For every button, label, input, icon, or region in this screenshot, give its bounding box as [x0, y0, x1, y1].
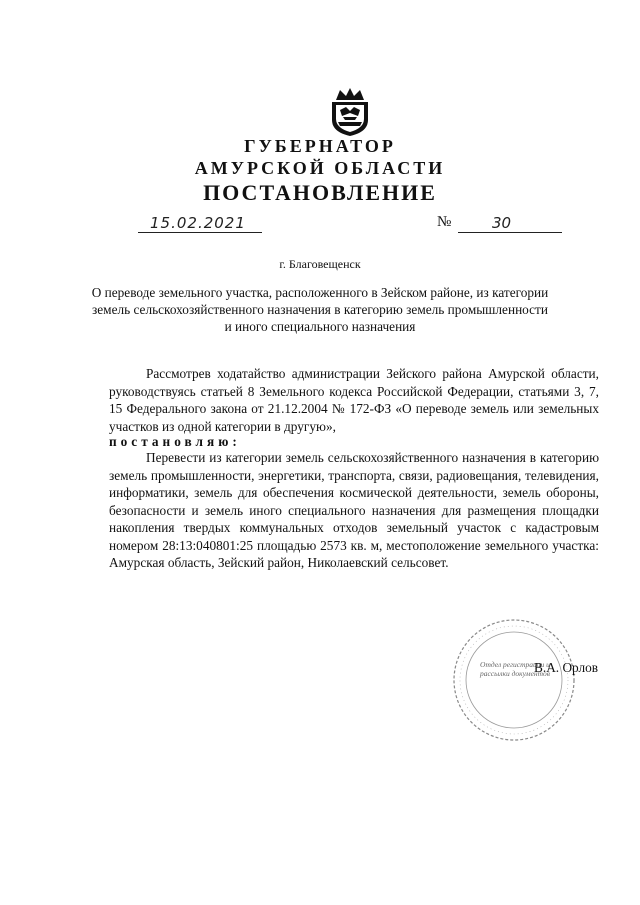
coat-of-arms-icon — [326, 86, 374, 138]
stamp-text: Отдел регистрации и рассылки документов — [479, 660, 551, 678]
header-governor: ГУБЕРНАТОР — [244, 136, 396, 156]
document-type-title: ПОСТАНОВЛЕНИЕ — [203, 180, 437, 205]
number-sign: № — [437, 214, 452, 230]
header-region: АМУРСКОЙ ОБЛАСТИ — [194, 158, 446, 178]
document-date: 15.02.2021 — [150, 214, 246, 232]
document-number: 30 — [492, 214, 512, 232]
official-stamp-icon — [448, 615, 580, 745]
signer-name: В.А. Орлов — [534, 660, 599, 675]
decree-word: постановляю: — [109, 434, 241, 449]
city-line: г. Благовещенск — [279, 257, 361, 271]
paragraph-resolution: Перевести из категории земель сельскохозяйственного назначения в категорию земель промышленности, энергетики, транспорта, связи, радиовещания, телевидения, информатики, земель для обеспечения космической деятельности, земель обороны, безопасности и земель иного специального назначения для размещения площадки накопления твердых коммунальных отходов земельный участок с кадастровым номером 28:13:040801:25 площадью 2573 кв. м, местоположение земельного участка: Амурская область, Зейский район, Николаевский сельсовет. — [109, 450, 599, 570]
paragraph-preamble: Рассмотрев ходатайство администрации Зейского района Амурской области, руководствуясь статьей 8 Земельного кодекса Российской Федерации, статьями 3, 7, 15 Федерального закона от 21.12.2004 № 172-ФЗ «О переводе земель или земельных участков из одной категории в другую», — [109, 366, 599, 434]
document-subject: О переводе земельного участка, расположенного в Зейском районе, из категории земель сельскохозяйственного назначения в категорию земель промышленности и иного специального назначения — [91, 285, 549, 334]
